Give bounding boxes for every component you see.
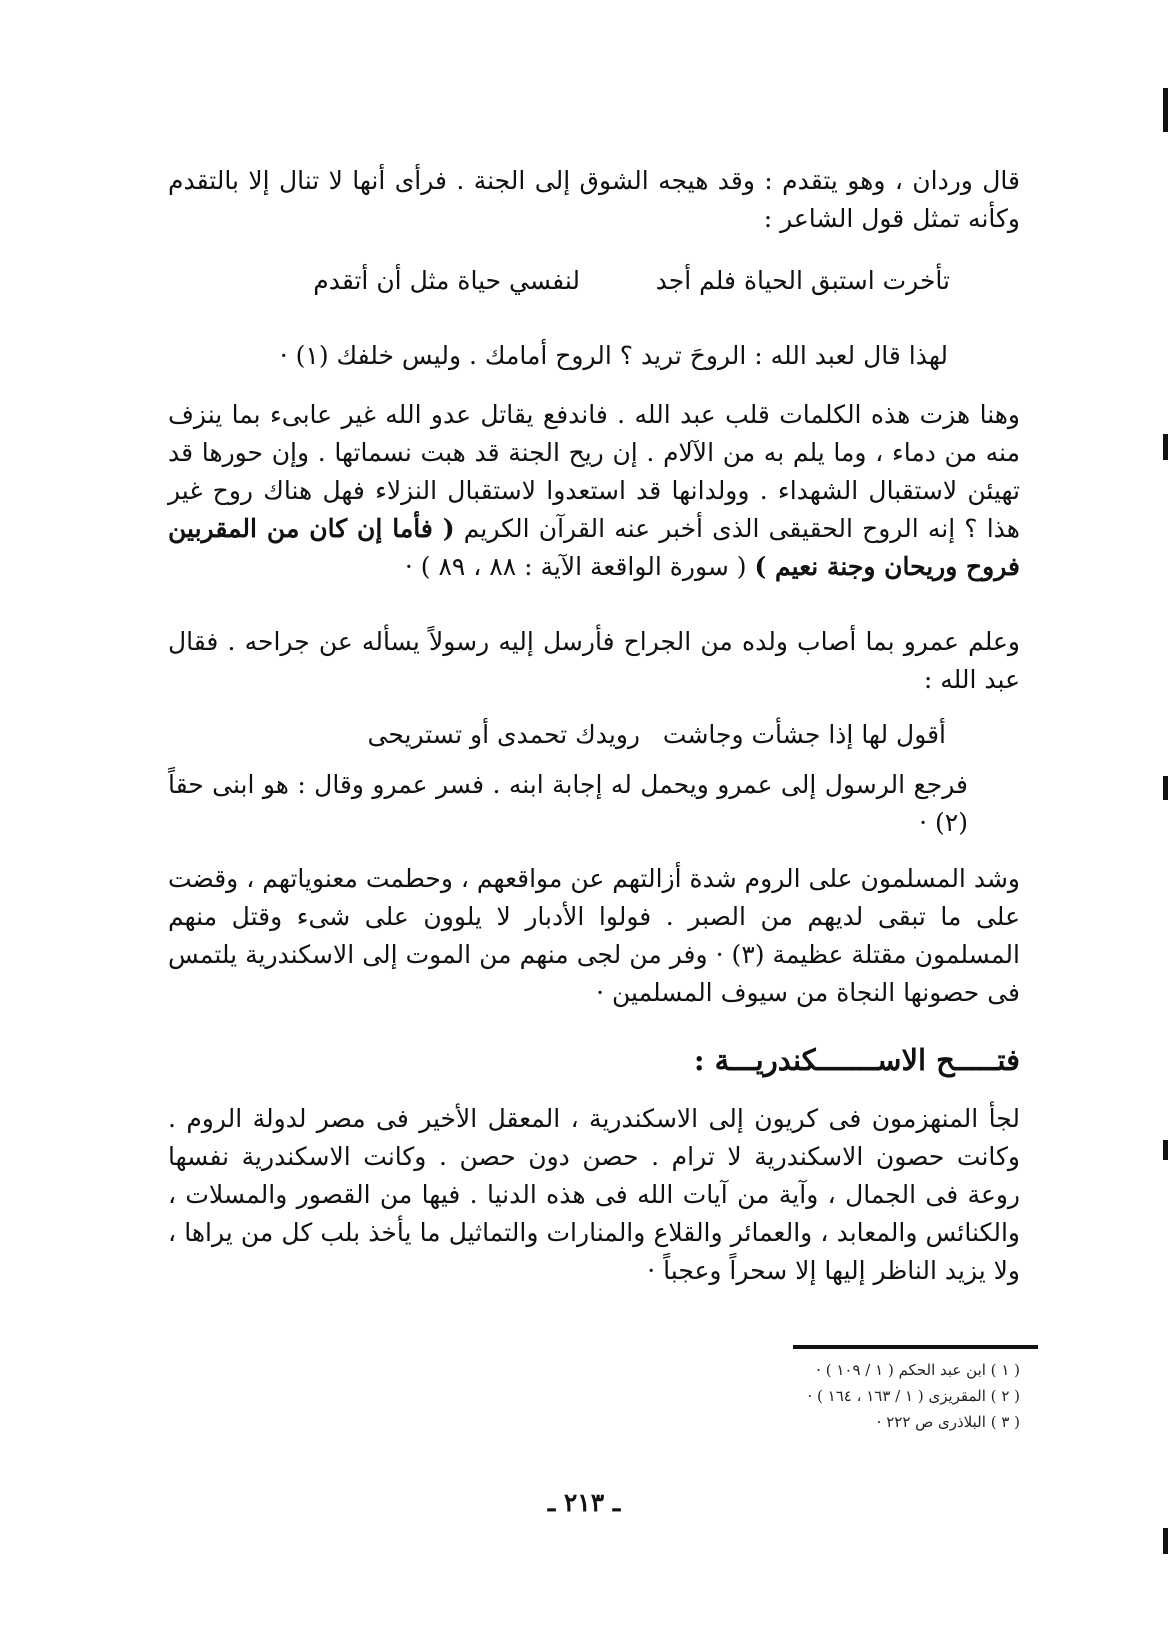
quran-reference: ( سورة الواقعة الآية : ٨٨ ، ٨٩ ) ·: [404, 552, 747, 581]
page-number: ـ ٢١٣ ـ: [547, 1488, 621, 1517]
footnote-1: ( ١ ) ابن عبد الحكم ( ١ / ١٠٩ ) ·: [816, 1361, 1020, 1379]
footnote-separator: [793, 1345, 1038, 1349]
paragraph-4: وعلم عمرو بما أصاب ولده من الجراح فأرسل إليه رسولاً يسأله عن جراحه . فقال عبد الله :: [168, 627, 1020, 694]
verse-1-second-hemistich: لنفسي حياة مثل أن أتقدم: [313, 266, 580, 295]
footnote-2: ( ٢ ) المقريزى ( ١ / ١٦٣ ، ١٦٤ ) ·: [807, 1387, 1020, 1405]
edge-mark: [1163, 1140, 1168, 1160]
edge-mark: [1163, 434, 1168, 460]
paragraph-6: وشد المسلمون على الروم شدة أزالتهم عن مواقعهم ، وحطمت معنوياتهم ، وقضت على ما تبقى لديهم من الصبر . فولوا الأدبار لا يلوون على شىء وقتل منهم المسلمون مقتلة عظيمة (٣) · وفر من لجى منهم من الموت إلى الاسكندرية يلتمس فى حصونها النجاة من سيوف المسلمين ·: [168, 864, 1020, 1007]
edge-mark: [1163, 88, 1168, 132]
paragraph-3: [168, 396, 1020, 586]
footnote-3: ( ٣ ) البلاذرى ص ٢٢٢ ·: [876, 1413, 1020, 1431]
edge-mark: [1163, 1528, 1168, 1554]
paragraph-3-text: وهنا هزت هذه الكلمات قلب عبد الله . فاندفع يقاتل عدو الله غير عابىء بما ينزف منه من دماء ، وما يلم به من الآلام . إن ريح الجنة قد هبت نسماتها . وإن حورها قد تهيئن لاستقبال الشهداء . وولدانها قد استعدوا لاستقبال النزلاء فهل هناك روح غير هذا ؟ إنه الروح الحقيقى الذى أخبر عنه القرآن الكريم: [168, 400, 1020, 543]
quran-quote: ( فأما إن كان من المقربين فروح وريحان وجنة نعيم ): [168, 514, 1020, 581]
paragraph-7: لجأ المنهزمون فى كريون إلى الاسكندرية ، المعقل الأخير فى مصر لدولة الروم . وكانت حصون الاسكندرية لا ترام . حصن دون حصن . وكانت الاسكندرية نفسها روعة فى الجمال ، وآية من آيات الله فى هذه الدنيا . فيها من القصور والمسلات ، والكنائس والمعابد ، والعمائر والقلاع والمنارات والتماثيل ما يأخذ بلب كل من يراها ، ولا يزيد الناظر إليها إلا سحراً وعجباً ·: [168, 1104, 1020, 1285]
paragraph-1: قال وردان ، وهو يتقدم : وقد هيجه الشوق إلى الجنة . فرأى أنها لا تنال إلا بالتقدم وكأنه تمثل قول الشاعر :: [168, 166, 1020, 233]
verse-2-first-hemistich: أقول لها إذا جشأت وجاشت: [662, 720, 946, 749]
paragraph-2: لهذا قال لعبد الله : الروحَ تريد ؟ الروح أمامك . وليس خلفك (١) ·: [279, 341, 948, 370]
section-heading: فتـــــح الاســـــــكندريـــة :: [693, 1043, 1020, 1077]
verse-2-second-hemistich: رويدك تحمدى أو تستريحى: [367, 720, 640, 749]
edge-mark: [1163, 776, 1168, 800]
verse-1-first-hemistich: تأخرت استبق الحياة فلم أجد: [655, 266, 950, 295]
paragraph-5: فرجع الرسول إلى عمرو ويحمل له إجابة ابنه . فسر عمرو وقال : هو ابنى حقاً (٢) ·: [168, 770, 968, 837]
